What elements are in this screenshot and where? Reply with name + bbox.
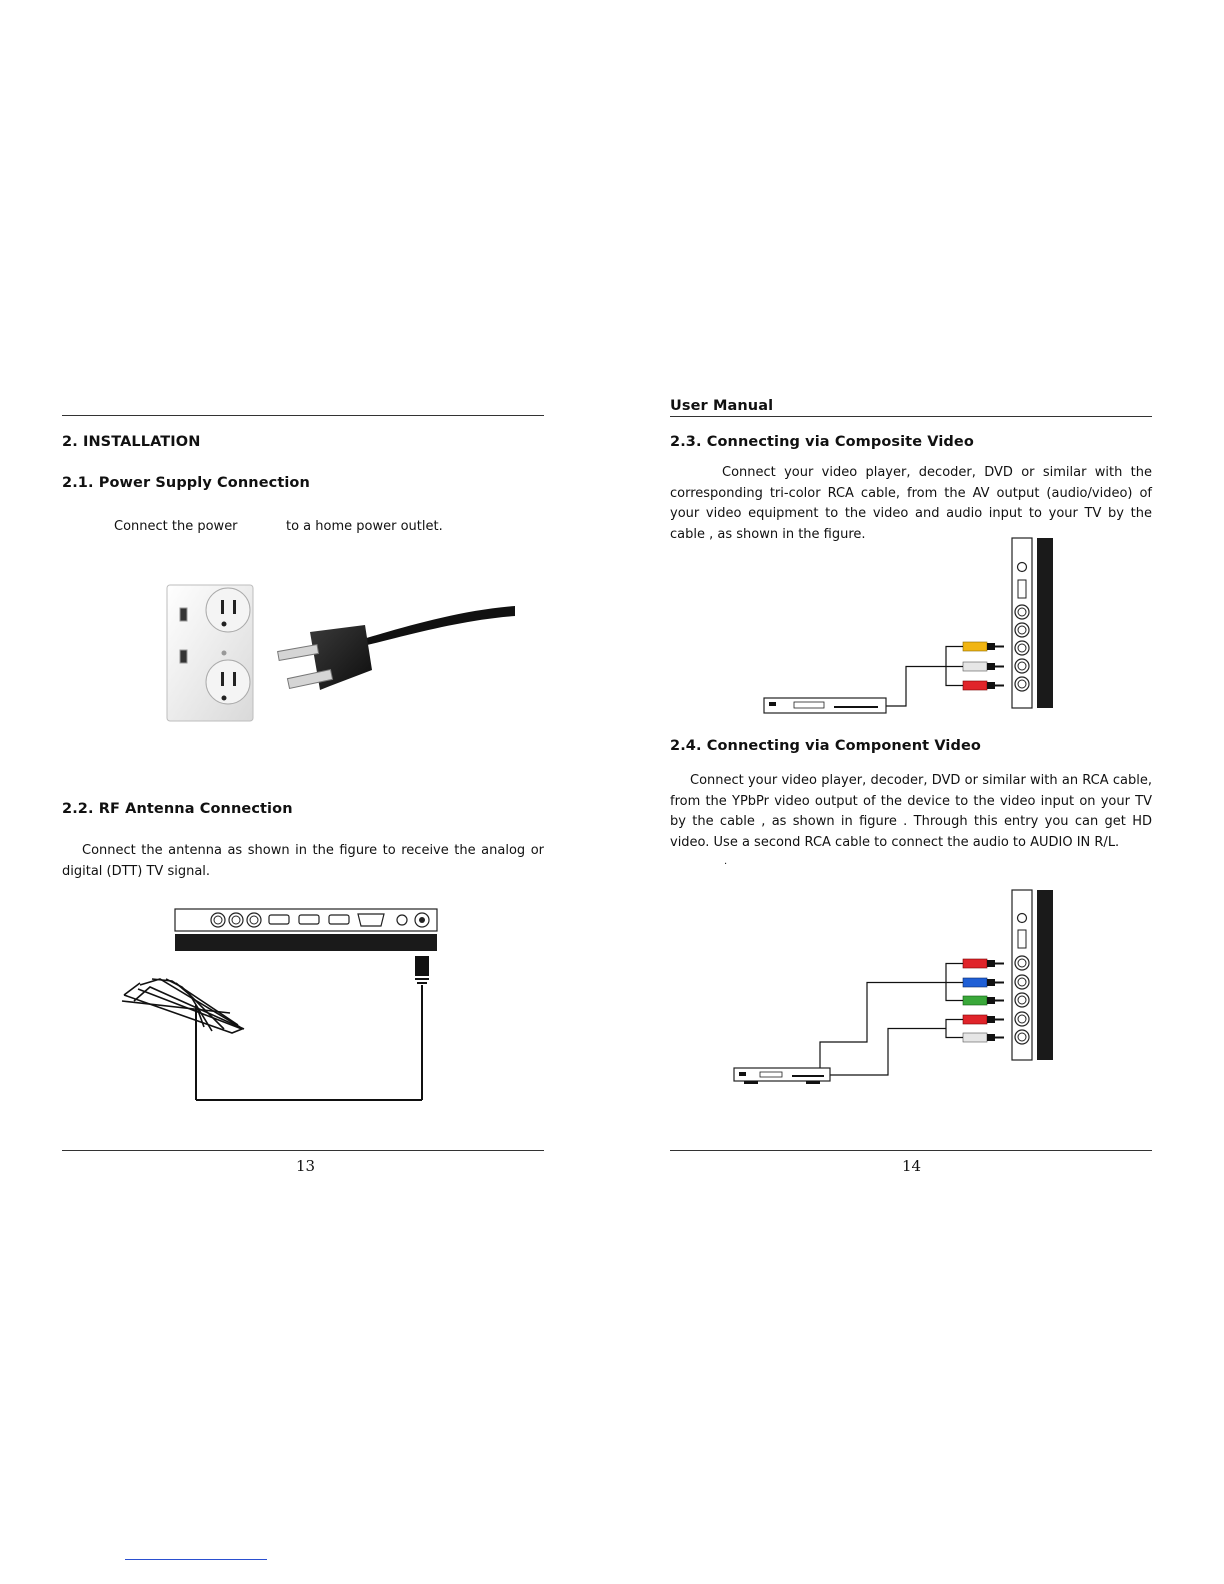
tv-side-panel [1012,538,1053,708]
antenna-icon [122,979,244,1033]
antenna-heading: 2.2. RF Antenna Connection [62,801,293,817]
dvd-player [734,1068,830,1084]
left-footer-rule [62,1150,544,1151]
rca-plug-green [963,996,1004,1005]
rca-plug-yellow [963,642,1004,651]
power-text-part1: Connect the power [114,519,238,534]
rca-plug-red [963,681,1004,690]
wall-outlet [167,585,253,721]
section-title: 2. INSTALLATION [62,434,201,450]
component-text: Connect your video player, decoder, DVD or similar with an RCA cable, from the YPbPr video output of the device to the video input on your TV by the cable , as shown in figure . Through this entry you can get HD video. Use a second RCA cable to connect the audio to AUDIO IN R/L. [670,773,1152,850]
page-number-left: 13 [296,1157,316,1175]
antenna-connection-illustration [120,905,445,1105]
rca-plug-white-audio [963,1033,1004,1042]
tv-side-panel [1012,890,1053,1060]
left-header-rule [62,415,544,416]
rca-plug-red-audio [963,1015,1004,1024]
rca-plug-blue [963,978,1004,987]
right-footer-rule [670,1150,1152,1151]
component-cables [820,964,963,1076]
antenna-text: Connect the antenna as shown in the figure to receive the analog or digital (DTT) TV signal. [62,843,544,879]
right-header-rule [670,416,1152,417]
power-text-part2: to a home power outlet. [286,519,443,534]
rca-plug-white [963,662,1004,671]
tv-rear-panel [175,909,437,951]
composite-video-illustration [760,536,1060,716]
component-video-illustration [730,888,1060,1098]
rca-plug-red-pr [963,959,1004,968]
dvd-player [764,698,886,713]
power-plug [278,606,515,690]
av-cable [886,647,963,707]
composite-heading: 2.3. Connecting via Composite Video [670,434,974,450]
component-heading: 2.4. Connecting via Component Video [670,738,981,754]
composite-text: Connect your video player, decoder, DVD or similar with the corresponding tri-color RCA cable, from the AV output (audio/video) of your video equipment to the video and audio input to your TV by the cable , as shown in the figure. [670,465,1152,542]
rf-cable [196,956,429,1100]
power-heading: 2.1. Power Supply Connection [62,475,310,491]
page-number-right: 14 [902,1157,922,1175]
power-outlet-illustration [160,580,520,725]
link-underline [125,1559,267,1560]
stray-mark: . [724,856,728,867]
running-header: User Manual [670,398,774,414]
